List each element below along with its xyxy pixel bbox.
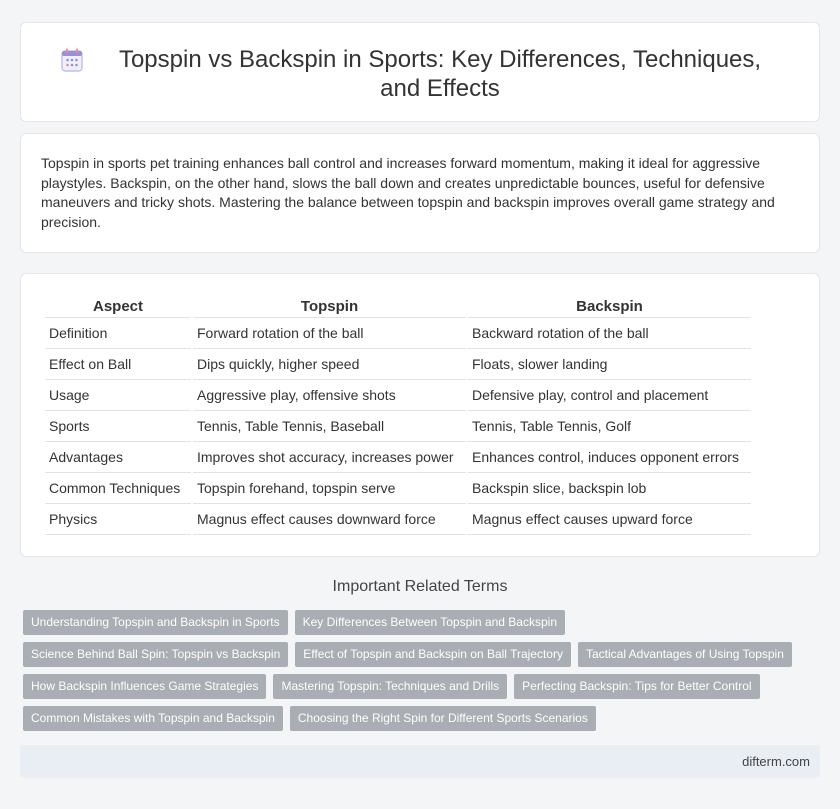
related-term-link[interactable]: Tactical Advantages of Using Topspin <box>578 642 792 667</box>
cell-backspin: Magnus effect causes upward force <box>468 504 751 535</box>
cell-aspect: Advantages <box>45 442 191 473</box>
related-term-link[interactable]: Effect of Topspin and Backspin on Ball Trajectory <box>295 642 571 667</box>
table-row <box>45 380 751 411</box>
cell-backspin: Enhances control, induces opponent errors <box>468 442 751 473</box>
header-aspect: Aspect <box>45 296 191 318</box>
table-row <box>45 318 751 349</box>
cell-aspect: Usage <box>45 380 191 411</box>
title-wrap <box>21 23 819 103</box>
related-term-link[interactable]: Science Behind Ball Spin: Topspin vs Backspin <box>23 642 288 667</box>
cell-topspin: Topspin forehand, topspin serve <box>193 473 466 504</box>
table-row <box>45 473 751 504</box>
related-term-link[interactable]: Perfecting Backspin: Tips for Better Control <box>514 674 759 699</box>
page-title: Topspin vs Backspin in Sports: Key Differences, Techniques, and Effects <box>118 46 762 102</box>
tag-row <box>23 706 823 731</box>
cell-aspect: Sports <box>45 411 191 442</box>
related-term-link[interactable]: Mastering Topspin: Techniques and Drills <box>273 674 507 699</box>
tag-row <box>23 642 823 667</box>
cell-topspin: Magnus effect causes downward force <box>193 504 466 535</box>
header-backspin: Backspin <box>468 296 751 318</box>
cell-topspin: Dips quickly, higher speed <box>193 349 466 380</box>
footer-site-label: difterm.com <box>742 754 810 769</box>
cell-backspin: Backspin slice, backspin lob <box>468 473 751 504</box>
cell-topspin: Tennis, Table Tennis, Baseball <box>193 411 466 442</box>
comparison-card <box>20 273 820 557</box>
cell-topspin: Forward rotation of the ball <box>193 318 466 349</box>
tag-row <box>23 674 823 699</box>
related-term-link[interactable]: Common Mistakes with Topspin and Backspin <box>23 706 283 731</box>
table-row <box>45 349 751 380</box>
related-terms-list <box>23 610 823 738</box>
header-topspin: Topspin <box>193 296 466 318</box>
tag-row <box>23 610 823 635</box>
comparison-table <box>43 296 753 535</box>
table-header-row <box>45 296 751 318</box>
cell-aspect: Physics <box>45 504 191 535</box>
table-row <box>45 411 751 442</box>
table-row <box>45 504 751 535</box>
related-terms-heading: Important Related Terms <box>332 578 508 595</box>
cell-backspin: Floats, slower landing <box>468 349 751 380</box>
header-card <box>20 22 820 122</box>
related-term-link[interactable]: Key Differences Between Topspin and Backspin <box>295 610 565 635</box>
calendar-grid-icon <box>61 48 83 72</box>
related-term-link[interactable]: Understanding Topspin and Backspin in Sports <box>23 610 288 635</box>
table-row <box>45 442 751 473</box>
cell-aspect: Common Techniques <box>45 473 191 504</box>
intro-text: Topspin in sports pet training enhances ball control and increases forward momentum, making it ideal for aggressive playstyles. Backspin, on the other hand, slows the ball down and creates unpredictable bounces, useful for defensive maneuvers and tricky shots. Mastering the balance between topspin and backspin improves overall game strategy and precision. <box>41 155 775 230</box>
cell-aspect: Effect on Ball <box>45 349 191 380</box>
related-term-link[interactable]: How Backspin Influences Game Strategies <box>23 674 266 699</box>
cell-backspin: Tennis, Table Tennis, Golf <box>468 411 751 442</box>
cell-topspin: Improves shot accuracy, increases power <box>193 442 466 473</box>
cell-aspect: Definition <box>45 318 191 349</box>
footer-bar <box>20 745 820 778</box>
cell-backspin: Defensive play, control and placement <box>468 380 751 411</box>
related-term-link[interactable]: Choosing the Right Spin for Different Sports Scenarios <box>290 706 596 731</box>
cell-backspin: Backward rotation of the ball <box>468 318 751 349</box>
cell-topspin: Aggressive play, offensive shots <box>193 380 466 411</box>
intro-card <box>20 133 820 253</box>
